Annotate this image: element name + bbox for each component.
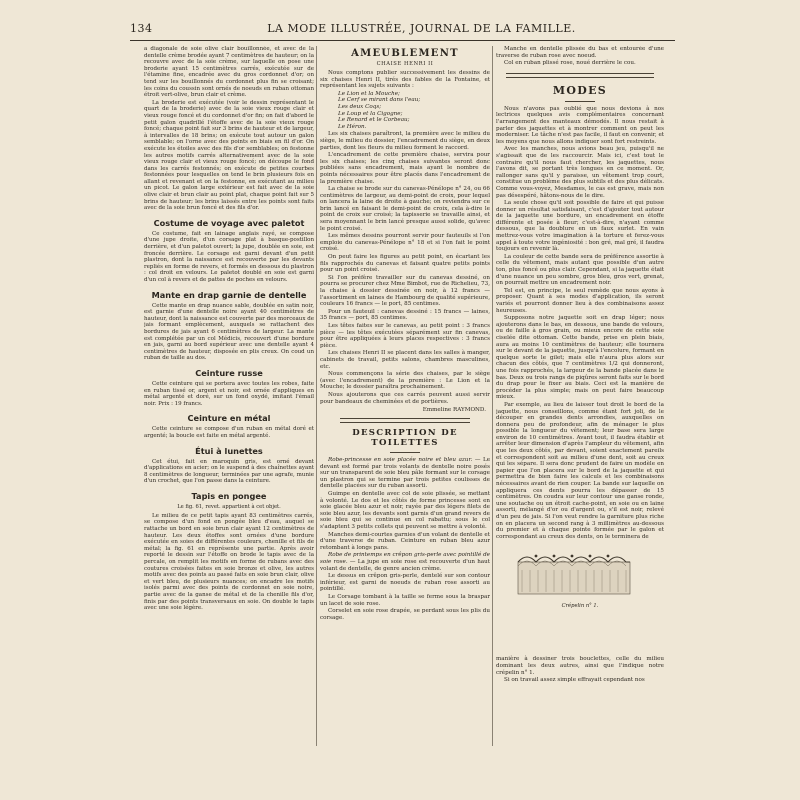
toilettes-p3: Manches demi-courtes garnies d'un volant de dentelle et d'une traverse de ruban. Ceinture en ruban bleu azur retombant à longs pans. xyxy=(320,531,490,551)
crepelin-illustration xyxy=(496,544,664,654)
toilettes-text-4: — La jupe en soie rose est recouverte d'un haut volant de dentelle, de genre ancien crème. xyxy=(320,559,490,572)
toilettes-p7: Corselet en soie rose drapée, se perdant sous les plis du corsage. xyxy=(320,608,490,621)
modes-p7: Par exemple, au lieu de laisser tout droit le bord de la jaquette, nous conseillons, comme étant fort joli, de le découper en grandes dents arrondies, auxquelles on donnera peu de profondeur, afin de ménager le plus possible la longueur du vêtement; leur base sera large environ de 10 centimètres. Avant tout, il faudra établir et arrêter leur dimension d'après l'ampleur du vêtement, afin que les deux côtés, par devant, soient exactement pareils et correspondent soit au milieu d'une dent, soit au creux qui les sépare. Il sera donc prudent de faire un modèle en papier que l'on placera sur le bord de la jaquette et qui permettra de bien faire les calculs et les combinaisons nécessaires avant de rien couper. La bande sur laquelle on appliquera ces dents pourra les dépasser de 15 centimètres. On coudra sur leur contour une ganse ronde, une soutache ou un étroit cache-point, en soie ou en laine assorti, mélangé d'or ou d'argent ou, s'il est noir, relevé d'un peu de jais. Si l'on veut rendre la garniture plus riche on en placera un second rang à 3 millimètres au-dessous du premier et à chaque pointe formée par le galon et correspondant au creux des dents, on le terminera de xyxy=(496,401,664,540)
toilettes-p4 xyxy=(320,552,490,572)
toilettes-continuation-1: Manche en dentelle plissée du bas et entourée d'une traverse de ruban rose avec noeud. xyxy=(496,46,664,59)
fabric-band xyxy=(518,562,630,594)
toilettes-continuation-2: Col en ruban plissé rose, noué derrière le cou. xyxy=(504,60,636,67)
section-text-ceinture-metal: Cette ceinture se compose d'un ruban en métal doré et argenté; la boucle est faite en métal argenté. xyxy=(144,426,314,439)
toilettes-p5: Le dessus en crêpon gris-perle, dentelé sur son contour inférieur, est garni de noeuds de ruban rose assorti au pointillé. xyxy=(320,573,490,593)
fable-item: Les deux Coqs; xyxy=(338,103,382,110)
fable-list xyxy=(338,91,490,131)
modes-title: MODES xyxy=(552,83,608,97)
crepelin-drawing xyxy=(496,544,664,654)
modes-p1: Nous n'avons pas oublié que nous devions à nos lectrices quelques avis complémentaires concernant l'arrangement des manteaux démodés. Il nous restait à parler des jaquettes et à montrer comment on peut les moderniser. Le tâche n'est pas facile, il faut en convenir, et les moyens que nous allons indiquer sont fort restreints. xyxy=(496,105,664,145)
section-title-costume: Costume de voyage avec paletot xyxy=(153,217,305,228)
fable-item: Le Héron. xyxy=(338,123,367,130)
section-text-costume: Ce costume, fait en lainage anglais rayé, se compose d'une jupe droite, d'un corsage plat à basque-postillon derrière, et d'un paletot ouvert; la jupe, doublée en soie, est froncée derrière. Le corsage est garni devant d'un petit plastron, dont la naissance est recouverte par les devants repliés en forme de revers, et formés en dessous du plastron : col droit en velours. Le paletot doublé en soie est garni d'un col à revers et de pattes de poches en velours. xyxy=(144,230,314,283)
title-underline xyxy=(565,101,595,102)
ameublement-p11: Nous commençons la série des chaises, par le siège (avec l'encadrement) de la première : Le Lion et la Mouche; le dossier paraîtra prochainement. xyxy=(320,371,490,391)
toilettes-p1 xyxy=(320,457,490,490)
ameublement-title: AMEUBLEMENT xyxy=(351,48,459,59)
intro-paragraph-1: a diagonale de soie olive clair bouillonnée, et avec de la dentelle crème brodée ayant 7 centimètres de hauteur; on la recouvre avec de la soie crème, sur laquelle on pose une broderie ayant 15 centimètres carrés, exécutée sur de l'étamine fine, encadrée avec du gros cordonnet d'or; on tend sur les bouillonnés du cordonnet plus fin se croisant; les coins du coussin sont ornés de noeuds en ruban ottoman étroit vert-olive, brun clair et crème. xyxy=(144,46,314,99)
fable-item: Le Cerf se mirant dans l'eau; xyxy=(338,97,421,104)
intro-paragraph-2: La broderie est exécutée (voir le dessin représentant le quart de la broderie) avec de la soie vieux rouge clair et vieux rouge foncé et du cordonnet d'or fin; on fait d'abord le petit galon quadrillé l'étoffe avec de la soie vieux rouge foncé; chaque point fait sur 3 brins de hauteur et de largeur, à intervalles de 18 brins; on exécute tout autour un galon semblable; on l'orne avec des points en biais en fil d'or. On exécute les étoiles avec des fils d'or semblables; on festonne les autres motifs carrés alternativement avec de la soie vieux rouge clair et vieux rouge foncé; on découpe le fond dans les carrés festonnés; on exécute de petites courbes festonnées pour lesquelles on tend le brin plusieurs fois en allant et revenant et on la festonne, en exécutant au milieu un picot. Le galon large extérieur est fait avec de la soie olive clair et brun clair au point plat, chaque point fait sur 5 brins de hauteur; les brins laissés entre les points sont faits avec de la soie brun foncé et des fils d'or. xyxy=(144,99,314,212)
ameublement-p4: La chaise se brode sur du canevas-Pénélope n° 24, ou 66 centimètres de largeur, au demi-point de croix, pour lequel on lancera la laine de droite à gauche; on reviendra sur ce brin lancé en faisant le demi-point de croix, cela à-dire le point de croix sur croisé; la tapisserie se travaille ainsi, et sera moyennant le brin lancé presque aussi solide, qu'avec le point croisé. xyxy=(320,186,490,232)
modes-p6: Supposons notre jaquette soit en drap léger; nous ajouterons dans le bas, en dessous, une bande de velours, ou de faille à gros grain, ou mieux encore de cette soie ciselée dite ottoman. Cette bande, prise en plein biais, aura au moins 10 centimètres de hauteur; elle tournera sur le devant de la jaquette, jusqu'à l'encolure, formant en quelque sorte le gilet; mais elle n'aura plus alors sur chacun des côtés, que 7 centimètres 1/2 qui donneront, une fois rapprochés, la largeur de la bande placée dans le bas. Deux ou trois rangs de piqûres seront faits sur le bord du drap pour le fixer au biais. Ceci est la manière de procéder la plus simple; mais on peut faire beaucoup mieux. xyxy=(496,315,664,401)
ameublement-p12: Nous ajouterons que ces carrés peuvent aussi servir pour bandeaux de cheminées et de portières. xyxy=(320,391,490,405)
page-header xyxy=(130,22,675,38)
section-text-ceinture-russe: Cette ceinture qui se portera avec toutes les robes, faite en ruban tissé or, argent et noir, est ornée d'appliques en métal argenté et doré, sur un fond oxydé, imitant l'émail noir. Prix : 19 francs. xyxy=(144,380,314,407)
fable-item: Le Loup et la Cigogne; xyxy=(338,110,403,117)
scallop-edge xyxy=(518,557,630,562)
toilettes-p2: Guimpe en dentelle avec col de soie plissée, se mettant à volonté. Le dos et les côtés de forme princesse sont en soie glacée bleu azur et noir, rayée par des légers filets de soie bleu azur, les devants sont garnis d'un grand revers de soie bleu qui se continue en col rabattu; sous le col s'adaptent 3 petits collets qui peuvent se mettre à volonté. xyxy=(320,491,490,531)
title-underline xyxy=(390,452,420,453)
header-rule xyxy=(130,40,675,41)
toilettes-text-1: — Le devant est formé par trois volants de dentelle noire posés sur un transparent de soie bleu pâle formant sur le corsage un plastron qui se termine par trois petites coulisses de dentelle placées sur du ruban assorti. xyxy=(320,457,490,490)
column-1 xyxy=(144,46,314,756)
column-3 xyxy=(496,46,664,788)
toilettes-p6: Le Corsage tombant à la taille se ferme sous la braspar un lacet de soie rose. xyxy=(320,593,490,607)
toilettes-lead-1: Robe-princesse en soie placée noire et bleu azur. xyxy=(328,457,473,464)
section-title-ceinture-russe: Ceinture russe xyxy=(195,367,263,378)
ameublement-p3: L'encadrement de cette première chaise, servira pour les six chaises; les cinq chaises suivantes seront donc publiées sans encadrement, mais ayant le nombre de points nécessaires pour être placés dans l'encadrement de la première chaise. xyxy=(320,152,490,185)
modes-p9: Si on travail assez simple effrayait cependant nos xyxy=(504,677,645,684)
fable-item: Le Lion et la Mouche; xyxy=(338,90,400,97)
section-text-mante: Cette mante en drap nuance sable, doublée en satin noir, est garnie d'une dentelle noire ayant 40 centimètres de hauteur, dont la naissance est couverte par des morceaux de jais formant emplècement, auxquels se rattachent des bordures de jais ayant 6 centimètres de largeur. La mante est complétée par un col Médicis, recouvert d'une bordure en jais, garni au bord supérieur avec une dentelle ayant 4 centimètres de hauteur, disposée en plis creux. On coud un ruban de taille au dos. xyxy=(144,302,314,362)
section-title-ceinture-metal: Ceinture en métal xyxy=(187,413,271,424)
crepelin-caption: Crépelin n° 1. xyxy=(561,603,599,610)
signature: Emmeline RAYMOND. xyxy=(422,407,486,414)
section-caption-tapis: Le fig. 61, revet. appartient à cet objet. xyxy=(177,503,281,510)
column-divider-2 xyxy=(492,46,493,746)
section-title-mante: Mante en drap garnie de dentelle xyxy=(151,289,307,300)
ameublement-p2: Les six chaises paraîtront, la première avec le milieu du siège, le milieu du dossier, l'encadrement du siège, en deux parties, dont les fleurs du milieu forment le raccord. xyxy=(320,131,490,151)
modes-p2: Avec les manches, nous avions beau jeu, puisqu'il ne s'agissait que de les raccourcir. Mais ici, c'est tout le contraire qu'il nous faut chercher, les jaquettes, nous l'avons dit, se portant très longues en ce moment. Or, rallonger sans qu'il y paraisse, un vêtement trop court, constitue un problème des plus subtils et des plus délicats. Comme vous-voyez, Mesdames, le cas est grave, mais non pas désespéré, hâtons-nous de le dire. xyxy=(496,146,664,199)
section-text-tapis: Le milieu de ce petit tapis ayant 83 centimètres carrés, se compose d'un fond en pongée bleu d'eau, auquel se rattache un bord en soie brun clair ayant 12 centimètres de hauteur. Les deux étoffes sont ornées d'une bordure exécutée en soies de différentes couleurs, chenille et fils de métal; la fig. 61 en représente une partie. Après avoir reporté le dessin sur l'étoffe on brode le tapis avec de la percale, on remplit les motifs en forme de rubans avec des coutures croisées faites en soie bronze et olive, les autres motifs avec des points au passé faits en soie brun clair, olive et vert bleu, de plusieurs nuances; on encadre les motifs isolés parmi avec des points de cordonnet en soie noire, partie avec de la ganse de métal et de la chenille fils d'or, finis par des points transversaux en soie. On double le tapis avec une soie légère. xyxy=(144,512,314,612)
ameublement-p1: Nous comptons publier successivement les dessins de six chaises Henri II, tirés des fables de la Fontaine, et représentant les sujets suivants : xyxy=(320,70,490,90)
ameublement-subtitle: CHAISE HENRI II xyxy=(376,61,434,67)
ameublement-p6: On peut faire les figures au petit point, en écartant les fils rapprochés du canevas et faisant quatre petits points pour un point croisé. xyxy=(320,254,490,274)
column-divider-1 xyxy=(316,46,317,746)
section-title-etui: Étui à lunettes xyxy=(195,445,263,456)
modes-p5: Tel est, en principe, le seul remède que nous ayons à proposer. Quant à ses modes d'application, ils seront variés et pourront donner lieu à des combinaisons assez heureuses. xyxy=(496,287,664,314)
modes-p8: manière à dessiner trois bouclettes, celle du milieu dominant les deux autres, ainsi que l'indique notre crépelin n° 1. xyxy=(496,656,664,676)
page-number: 134 xyxy=(130,22,153,35)
ameublement-p5: Les mêmes dessins pourront servir pour fauteuils si l'on emploie du canevas-Pénélope n° 18 et si l'on fait le point croisé. xyxy=(320,233,490,253)
ameublement-p10: Les chaises Henri II se placent dans les salles à manger, cabinets de travail, petits salons, chambres masculines, etc. xyxy=(320,350,490,370)
section-text-etui: Cet étui, fait en maroquin gris, est orné devant d'applications en acier; on le suspend à des chaînettes ayant 8 centimètres de longueur, terminées par une agrafe, munie d'un crochet, que l'on passe dans la ceinture. xyxy=(144,458,314,485)
column-2 xyxy=(320,46,490,788)
section-title-tapis: Tapis en pongee xyxy=(191,490,267,501)
section-divider xyxy=(506,73,654,78)
ameublement-p9: Les têtes faites sur le canevas, au petit point : 3 francs pièce — les têtes exécutées séparément sur fin canevas, pour être appliquées à leurs places respectives : 3 francs pièce. xyxy=(320,322,490,349)
ameublement-p8: Pour un fauteuil : canevas dessiné : 15 francs — laines, 35 francs — port, 85 centimes. xyxy=(320,308,490,322)
section-divider xyxy=(340,418,470,423)
toilettes-lead-2: Robe de printemps en crêpon gris-perle avec pointillé de soie rose. xyxy=(320,552,490,565)
journal-title: LA MODE ILLUSTRÉE, JOURNAL DE LA FAMILLE. xyxy=(267,22,576,35)
ameublement-p7: Si l'on préfère travailler sur du canevas dessiné, on pourra se procurer chez Mme Bimbot, rue de Richelieu, 73, la chaise à dossier dessinée en noir, à 12 francs — l'assortiment en laines de Hambourg de qualité supérieure, couleurs 16 francs — le port, 85 centimes. xyxy=(320,274,490,308)
toilettes-title: DESCRIPTION DE TOILETTES xyxy=(352,428,458,449)
modes-p3: La seule chose qu'il soit possible de faire et qui puisse donner un résultat satisfaisant, c'est d'ajouter tout autour de la jaquette une bordure, un encadrement en étoffe différente et posée à fleur; c'est-à-dire, n'ayant comme dessous, que la doublure en un faux surlet. En vain mettrez-vous votre imagination à la torture et ferez-vous appel à toute votre ingéniosité : bon gré, mal gré, il faudra toujours en revenir là. xyxy=(496,200,664,253)
fable-item: Le Renard et le Corbeau; xyxy=(338,117,410,124)
modes-p4: La couleur de cette bande sera de préférence assortie à celle du vêtement, mais autant que possible d'un autre ton, plus foncé ou plus clair. Cependant, si la jaquette était d'une nuance un peu sombre, gros bleu, gros vert, grenat, on pourrait mettre un encadrement noir. xyxy=(496,253,664,287)
